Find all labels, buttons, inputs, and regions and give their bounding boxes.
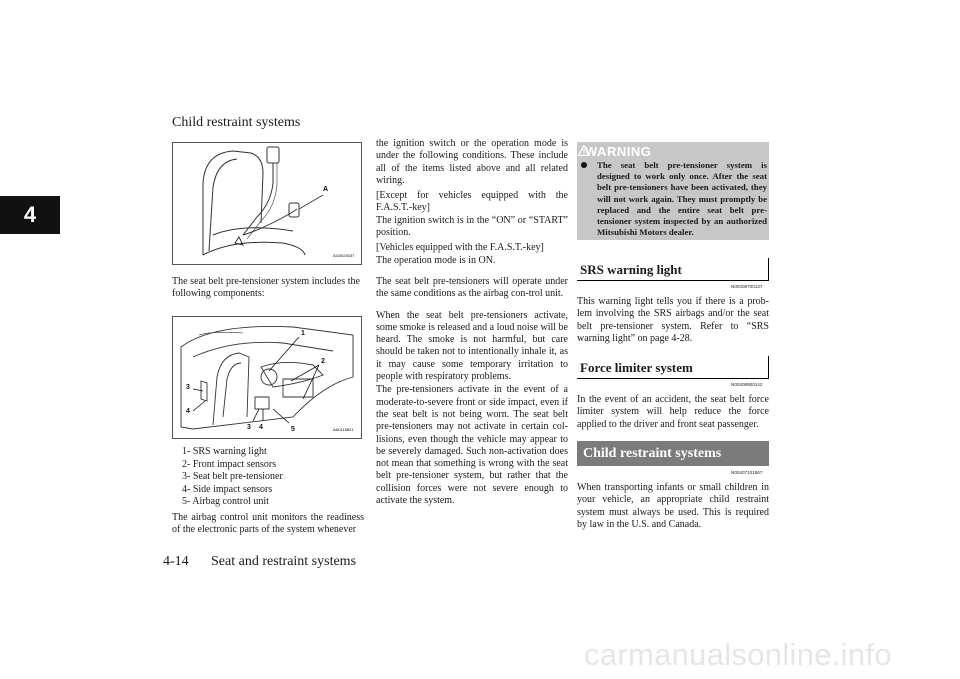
force-code: N00408900142 [731,382,763,387]
warning-title: WARNING [585,144,652,159]
airbag-monitor-text: The airbag control unit monitors the readiness of the electronic parts of the system whenever [172,512,364,536]
bullet-icon [581,162,587,168]
paragraph: [Except for vehicles equipped with the F.A.S.T.-key] [376,190,568,214]
srs-heading-underline [577,280,769,281]
list-item: 3- Seat belt pre-tensioner [182,471,283,482]
srs-text: This warning light tells you if there is a prob-lem involving the SRS airbags and/or the seat belt pre-tensioner system. Refer to “SRS warning light” on page 4-28. [577,296,769,344]
paragraph: The seat belt pre-tensioners will operate under the same conditions as the airbag con-trol unit. [376,275,568,300]
child-restraint-heading: Child restraint systems [577,441,769,466]
seat-belt-illustration [173,143,361,264]
components-list [182,446,362,509]
force-heading-underline [577,378,769,379]
warning-text: The seat belt pre-tensioner system is designed to work only once. After the seat belt pre-tensioners have been activated, they will not work again. They must promptly be replaced and the entire seat belt pre-tensioner system inspected by an authorized Mitsubishi Motors dealer. [597,160,767,238]
paragraph: [Vehicles equipped with the F.A.S.T.-key] [376,242,544,254]
chapter-tab: 4 [0,196,60,234]
callout-3b: 3 [247,424,251,431]
callout-1: 1 [301,330,305,337]
callout-4: 4 [186,408,190,415]
list-item: 1- SRS warning light [182,446,267,457]
callout-2: 2 [321,358,325,365]
list-item: 4- Side impact sensors [182,483,273,495]
vehicle-interior-illustration [173,317,361,438]
child-text: When transporting infants or small children in your vehicle, an appropriate child restraint system must always be used. This is required by law in the U.S. and Canada. [577,482,769,530]
force-heading: Force limiter system [580,360,693,375]
figure1-code: AG0024037 [333,253,355,258]
watermark: carmanualsonline.info [584,637,892,672]
callout-3: 3 [186,384,190,391]
child-code: N00407101867 [731,470,763,475]
paragraph: The ignition switch is in the “ON” or “START” position. [376,214,568,239]
force-heading-rule [768,356,769,378]
components-intro: The seat belt pre-tensioner system includes the following components: [172,276,360,300]
paragraph: the ignition switch or the operation mode is under the following conditions. These include all of the items listed above and all related wiring. [376,138,568,186]
page-header-title: Child restraint systems [172,115,301,130]
force-text: In the event of an accident, the seat belt force limiter system will help reduce the force applied to the driver and front seat passenger. [577,394,769,430]
srs-heading-rule [768,258,769,280]
paragraph: The pre-tensioners activate in the event of a moderate-to-severe front or side impact, even if the seat belt is not being worn. The seat belt pre-tensioners may not activate in certain col-lisions, even though the vehicle may appear to be severely damaged. Such non-activation does not mean that something is wrong with the seat belt pre-tensioner system, but rather that the collision forces were not severe enough to activate the system. [376,384,568,507]
paragraph: When the seat belt pre-tensioners activate, some smoke is released and a loud noise will be heard. The smoke is not harmful, but care should be taken not to intentionally inhale it, as it may cause some temporary irritation to people with respiratory problems. [376,309,568,383]
srs-heading: SRS warning light [580,262,682,277]
paragraph: The operation mode is in ON. [376,254,496,266]
callout-a: A [323,186,329,193]
footer-section-title: Seat and restraint systems [211,554,357,569]
callout-4b: 4 [259,424,263,431]
list-item: 2- Front impact sensors [182,458,277,470]
seat-belt-figure [172,142,362,265]
list-item: 5- Airbag control unit [182,496,269,507]
vehicle-components-figure [172,316,362,439]
srs-code: N00408700137 [731,284,763,289]
page-number: 4-14 [163,554,189,569]
figure2-code: AA0115821 [333,427,354,432]
callout-5: 5 [291,426,295,433]
column-2 [376,138,568,507]
